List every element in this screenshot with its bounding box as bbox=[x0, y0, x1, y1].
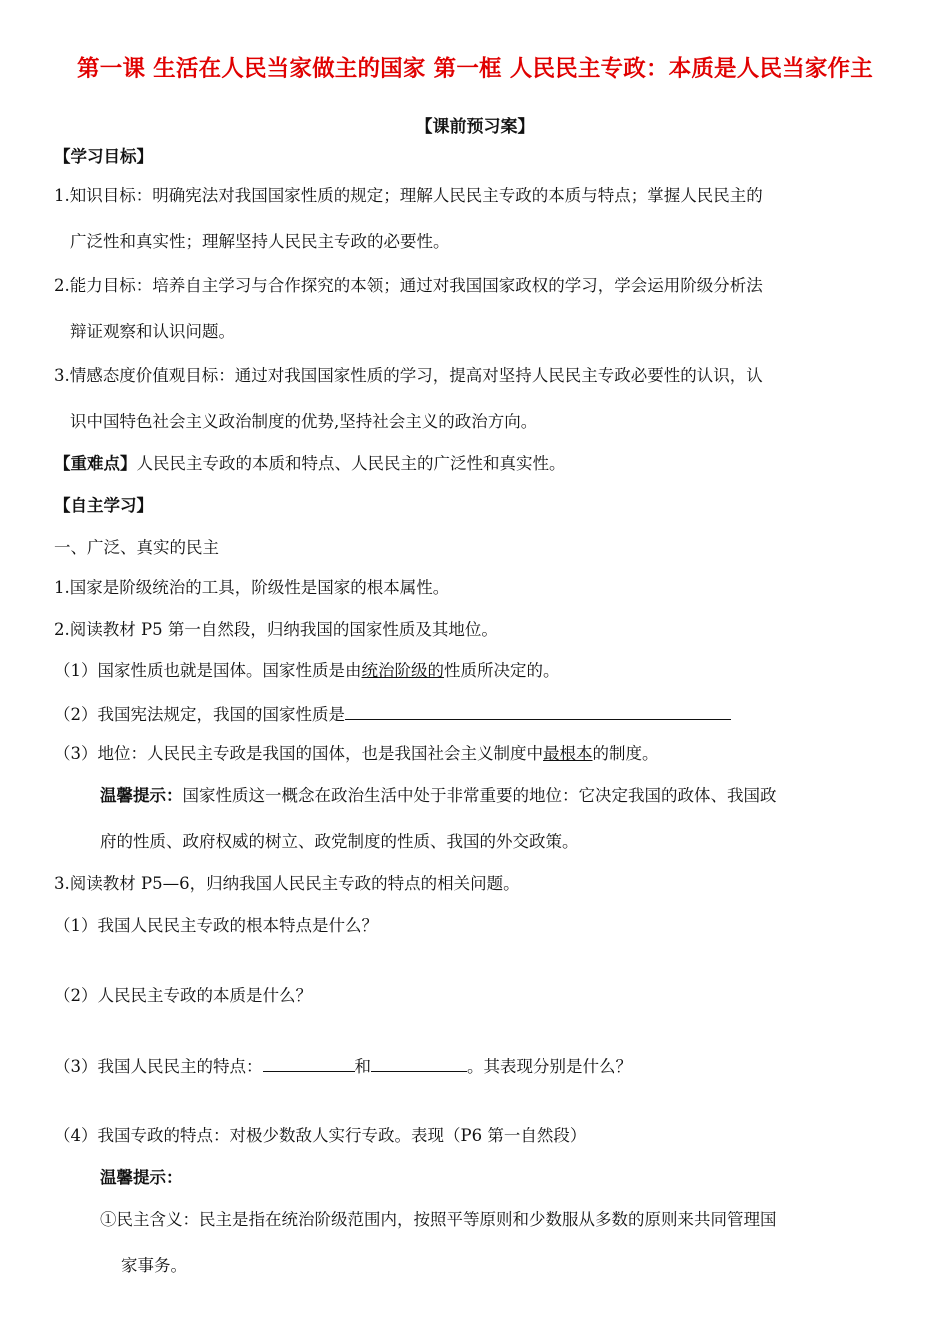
question-1-text: （1）国家性质也就是国体。国家性质是由 bbox=[54, 661, 362, 680]
paragraph-3: 3.阅读教材 P5—6，归纳我国人民民主专政的特点的相关问题。 bbox=[54, 874, 520, 893]
question-r2: （2）人民民主专政的本质是什么？ bbox=[54, 986, 312, 1005]
goal-1-line-2: 广泛性和真实性；理解坚持人民民主专政的必要性。 bbox=[70, 232, 450, 251]
page-subtitle: 【课前预习案】 bbox=[415, 117, 535, 137]
goal-2-line-2: 辩证观察和认识问题。 bbox=[70, 322, 235, 341]
question-r3-text: （3）我国人民民主的特点： bbox=[54, 1057, 263, 1076]
key-points-text: 人民民主专政的本质和特点、人民民主的广泛性和真实性。 bbox=[136, 454, 566, 473]
goal-1-line-1: 1.知识目标：明确宪法对我国国家性质的规定；理解人民民主专政的本质与特点；掌握人民民主的 bbox=[54, 186, 763, 205]
goal-3-line-2: 识中国特色社会主义政治制度的优势,坚持社会主义的政治方向。 bbox=[70, 412, 538, 431]
tip-1-text: 国家性质这一概念在政治生活中处于非常重要的地位：它决定我国的政体、我国政 bbox=[182, 786, 777, 805]
question-r4: （4）我国专政的特点：对极少数敌人实行专政。表现（P6 第一自然段） bbox=[54, 1126, 587, 1145]
question-1-end: 性质所决定的。 bbox=[444, 661, 560, 680]
goals-heading: 【学习目标】 bbox=[54, 147, 153, 166]
question-1 bbox=[54, 659, 899, 683]
tip-2-label: 温馨提示： bbox=[100, 1168, 183, 1187]
answer-blank[interactable] bbox=[345, 701, 731, 720]
question-r3-end: 。其表现分别是什么？ bbox=[467, 1057, 632, 1076]
key-points bbox=[54, 452, 899, 476]
tip-1-line-2: 府的性质、政府权威的树立、政党制度的性质、我国的外交政策。 bbox=[100, 832, 579, 851]
tip-1-line-1 bbox=[100, 784, 945, 808]
tip-1-label: 温馨提示： bbox=[100, 786, 183, 805]
question-r3-and: 和 bbox=[354, 1057, 371, 1076]
section-1-heading: 一、广泛、真实的民主 bbox=[54, 538, 219, 557]
answer-blank[interactable] bbox=[371, 1053, 467, 1072]
tip-2-line-1: ①民主含义：民主是指在统治阶级范围内，按照平等原则和少数服从多数的原则来共同管理国 bbox=[100, 1210, 777, 1229]
answer-blank[interactable] bbox=[263, 1053, 355, 1072]
question-1-underlined: 统治阶级的 bbox=[361, 661, 444, 680]
question-3-underlined: 最根本 bbox=[543, 744, 593, 763]
question-2-text: （2）我国宪法规定，我国的国家性质是 bbox=[54, 705, 345, 724]
question-r3 bbox=[54, 1053, 899, 1079]
self-study-heading: 【自主学习】 bbox=[54, 496, 153, 515]
question-3-text: （3）地位：人民民主专政是我国的国体，也是我国社会主义制度中 bbox=[54, 744, 543, 763]
question-r1: （1）我国人民民主专政的根本特点是什么？ bbox=[54, 916, 378, 935]
page-title: 第一课 生活在人民当家做主的国家 第一框 人民民主专政：本质是人民当家作主 bbox=[77, 56, 873, 82]
question-2 bbox=[54, 701, 899, 727]
question-3-end: 的制度。 bbox=[592, 744, 659, 763]
paragraph-1: 1.国家是阶级统治的工具，阶级性是国家的根本属性。 bbox=[54, 578, 450, 597]
goal-2-line-1: 2.能力目标：培养自主学习与合作探究的本领；通过对我国国家政权的学习，学会运用阶级分析法 bbox=[54, 276, 763, 295]
paragraph-2: 2.阅读教材 P5 第一自然段，归纳我国的国家性质及其地位。 bbox=[54, 620, 498, 639]
question-3 bbox=[54, 742, 899, 766]
goal-3-line-1: 3.情感态度价值观目标：通过对我国国家性质的学习，提高对坚持人民民主专政必要性的认识，认 bbox=[54, 366, 763, 385]
tip-2-line-2: 家事务。 bbox=[121, 1256, 187, 1275]
key-points-label: 【重难点】 bbox=[54, 454, 137, 473]
